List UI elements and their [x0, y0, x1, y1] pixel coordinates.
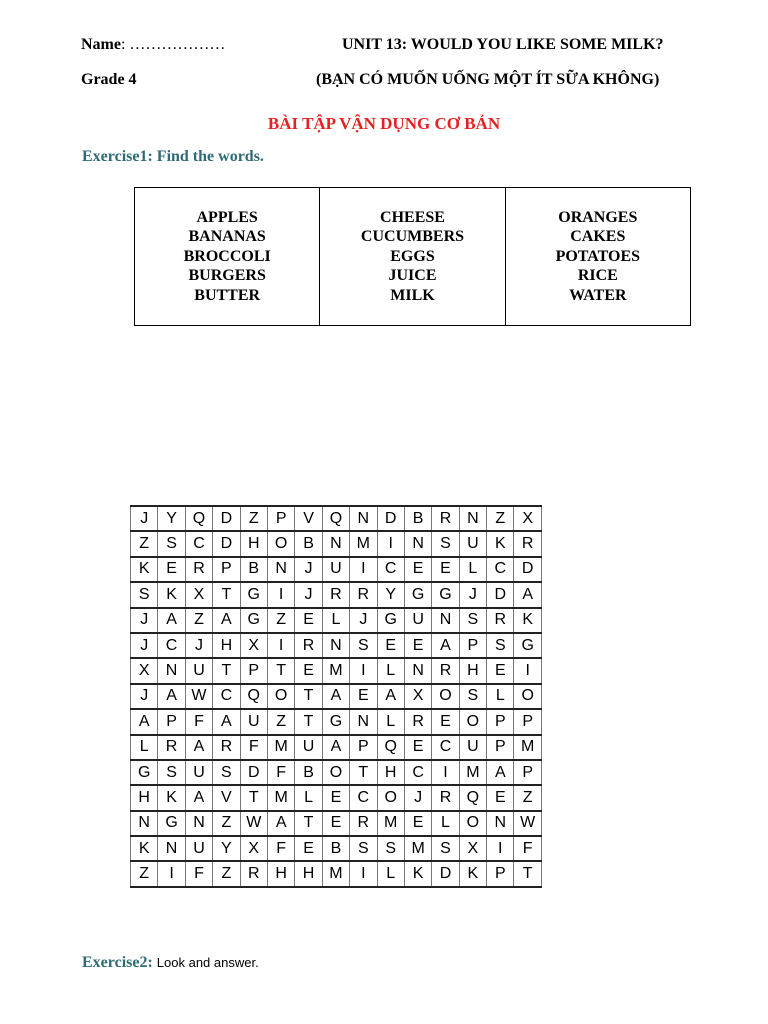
- grid-cell[interactable]: Q: [240, 684, 267, 709]
- grid-cell[interactable]: F: [514, 836, 541, 861]
- grid-cell[interactable]: S: [459, 684, 486, 709]
- grid-cell[interactable]: Q: [377, 735, 404, 760]
- grid-cell[interactable]: G: [404, 582, 431, 607]
- grid-cell[interactable]: L: [487, 684, 514, 709]
- grid-cell[interactable]: R: [322, 582, 349, 607]
- grid-cell[interactable]: H: [459, 658, 486, 683]
- grid-cell[interactable]: N: [459, 506, 486, 531]
- word-item: BUTTER: [194, 286, 261, 304]
- unit-subtitle: (BẠN CÓ MUỐN UỐNG MỘT ÍT SỮA KHÔNG): [316, 71, 660, 88]
- word-item: EGGS: [390, 247, 435, 265]
- grid-cell[interactable]: P: [158, 709, 185, 734]
- grid-cell[interactable]: T: [350, 760, 377, 785]
- grade-label: Grade 4: [81, 71, 137, 88]
- grid-cell[interactable]: E: [432, 709, 459, 734]
- grid-cell[interactable]: E: [158, 557, 185, 582]
- grid-cell[interactable]: A: [267, 811, 294, 836]
- grid-cell[interactable]: P: [514, 760, 541, 785]
- grid-cell[interactable]: I: [432, 760, 459, 785]
- grid-row: [131, 684, 542, 709]
- grid-cell[interactable]: T: [267, 658, 294, 683]
- grid-cell[interactable]: U: [185, 836, 212, 861]
- grid-cell[interactable]: D: [514, 557, 541, 582]
- grid-cell[interactable]: E: [295, 608, 322, 633]
- word-item: WATER: [569, 286, 627, 304]
- grid-cell[interactable]: J: [131, 506, 158, 531]
- grid-cell[interactable]: Z: [487, 506, 514, 531]
- grid-cell[interactable]: L: [377, 658, 404, 683]
- grid-row: [131, 811, 542, 836]
- name-label: Name: [81, 36, 121, 53]
- grid-cell[interactable]: U: [459, 531, 486, 556]
- grid-cell[interactable]: Z: [213, 861, 240, 886]
- grid-cell[interactable]: M: [267, 735, 294, 760]
- grid-cell[interactable]: O: [514, 684, 541, 709]
- grid-cell[interactable]: T: [514, 861, 541, 886]
- grid-cell[interactable]: Z: [131, 531, 158, 556]
- grid-cell[interactable]: E: [404, 735, 431, 760]
- grid-cell[interactable]: C: [432, 735, 459, 760]
- grid-cell[interactable]: F: [267, 836, 294, 861]
- grid-cell[interactable]: C: [185, 531, 212, 556]
- grid-cell[interactable]: P: [487, 709, 514, 734]
- grid-cell[interactable]: R: [487, 608, 514, 633]
- grid-cell[interactable]: J: [350, 608, 377, 633]
- grid-cell[interactable]: X: [240, 633, 267, 658]
- word-item: BROCCOLI: [183, 247, 271, 265]
- grid-cell[interactable]: N: [158, 836, 185, 861]
- grid-cell[interactable]: X: [131, 658, 158, 683]
- grid-cell[interactable]: C: [213, 684, 240, 709]
- grid-cell[interactable]: R: [295, 633, 322, 658]
- word-item: ORANGES: [558, 208, 638, 226]
- exercise2-instruction: Look and answer.: [156, 955, 259, 970]
- name-line: [81, 36, 225, 54]
- grid-cell[interactable]: T: [295, 684, 322, 709]
- grid-cell[interactable]: A: [322, 735, 349, 760]
- grid-cell[interactable]: R: [432, 506, 459, 531]
- grid-cell[interactable]: O: [377, 785, 404, 810]
- grid-cell[interactable]: C: [487, 557, 514, 582]
- grid-cell[interactable]: D: [487, 582, 514, 607]
- grid-cell[interactable]: G: [158, 811, 185, 836]
- grid-cell[interactable]: T: [213, 658, 240, 683]
- grid-cell[interactable]: K: [487, 531, 514, 556]
- grid-cell[interactable]: C: [404, 760, 431, 785]
- grid-cell[interactable]: Y: [377, 582, 404, 607]
- grid-cell[interactable]: Z: [267, 709, 294, 734]
- grid-cell[interactable]: N: [487, 811, 514, 836]
- grid-cell[interactable]: S: [213, 760, 240, 785]
- grid-row: [131, 836, 542, 861]
- grid-cell[interactable]: G: [377, 608, 404, 633]
- grid-cell[interactable]: U: [322, 557, 349, 582]
- grid-cell[interactable]: G: [432, 582, 459, 607]
- grid-cell[interactable]: J: [131, 684, 158, 709]
- grid-cell[interactable]: C: [350, 785, 377, 810]
- grid-cell[interactable]: R: [404, 709, 431, 734]
- grid-cell[interactable]: U: [240, 709, 267, 734]
- grid-cell[interactable]: M: [404, 836, 431, 861]
- grid-cell[interactable]: I: [514, 658, 541, 683]
- grid-row: [131, 735, 542, 760]
- grid-cell[interactable]: H: [213, 633, 240, 658]
- word-column: [135, 188, 320, 325]
- grid-cell[interactable]: E: [404, 633, 431, 658]
- grid-cell[interactable]: T: [295, 811, 322, 836]
- grid-cell[interactable]: F: [185, 709, 212, 734]
- grid-cell[interactable]: F: [267, 760, 294, 785]
- grid-cell[interactable]: S: [350, 836, 377, 861]
- grid-cell[interactable]: A: [158, 608, 185, 633]
- grid-cell[interactable]: T: [295, 709, 322, 734]
- grid-cell[interactable]: D: [213, 506, 240, 531]
- grid-cell[interactable]: V: [213, 785, 240, 810]
- grid-cell[interactable]: B: [295, 760, 322, 785]
- grid-row: [131, 531, 542, 556]
- grid-row: [131, 608, 542, 633]
- grid-cell[interactable]: A: [185, 785, 212, 810]
- grid-cell[interactable]: P: [487, 861, 514, 886]
- grid-cell[interactable]: A: [322, 684, 349, 709]
- grid-cell[interactable]: S: [158, 531, 185, 556]
- grid-cell[interactable]: Z: [267, 608, 294, 633]
- grid-cell[interactable]: G: [322, 709, 349, 734]
- grid-cell[interactable]: L: [377, 709, 404, 734]
- grid-cell[interactable]: G: [514, 633, 541, 658]
- grid-cell[interactable]: R: [432, 785, 459, 810]
- exercise1-title: Exercise1: Find the words.: [82, 148, 264, 165]
- grid-cell[interactable]: S: [131, 582, 158, 607]
- grid-cell[interactable]: S: [158, 760, 185, 785]
- grid-cell[interactable]: H: [377, 760, 404, 785]
- grid-row: [131, 633, 542, 658]
- grid-cell[interactable]: M: [514, 735, 541, 760]
- grid-cell[interactable]: X: [459, 836, 486, 861]
- grid-cell[interactable]: U: [459, 735, 486, 760]
- grid-cell[interactable]: R: [185, 557, 212, 582]
- grid-cell[interactable]: S: [432, 531, 459, 556]
- grid-cell[interactable]: W: [514, 811, 541, 836]
- grid-cell[interactable]: L: [131, 735, 158, 760]
- grid-cell[interactable]: S: [350, 633, 377, 658]
- grid-cell[interactable]: A: [487, 760, 514, 785]
- grid-cell[interactable]: C: [158, 633, 185, 658]
- grid-cell[interactable]: J: [295, 557, 322, 582]
- name-blank: : ………………: [120, 36, 226, 53]
- grid-cell[interactable]: R: [158, 735, 185, 760]
- grid-cell[interactable]: A: [213, 709, 240, 734]
- grid-cell[interactable]: I: [350, 658, 377, 683]
- grid-cell[interactable]: E: [322, 811, 349, 836]
- word-item: MILK: [390, 286, 435, 304]
- grid-cell[interactable]: Z: [185, 608, 212, 633]
- exercise2-heading: [82, 954, 259, 972]
- grid-cell[interactable]: B: [240, 557, 267, 582]
- word-item: JUICE: [388, 267, 437, 285]
- grid-cell[interactable]: F: [185, 861, 212, 886]
- grid-cell[interactable]: L: [295, 785, 322, 810]
- grid-cell[interactable]: R: [432, 658, 459, 683]
- grid-cell[interactable]: H: [295, 861, 322, 886]
- grid-cell[interactable]: E: [377, 633, 404, 658]
- grid-cell[interactable]: M: [267, 785, 294, 810]
- grid-cell[interactable]: K: [131, 836, 158, 861]
- grid-row: [131, 582, 542, 607]
- grid-table: [130, 505, 542, 888]
- grid-cell[interactable]: N: [267, 557, 294, 582]
- grid-row: [131, 760, 542, 785]
- grid-cell[interactable]: N: [322, 633, 349, 658]
- grid-cell[interactable]: J: [404, 785, 431, 810]
- grid-cell[interactable]: O: [322, 760, 349, 785]
- grid-cell[interactable]: Z: [213, 811, 240, 836]
- grid-cell[interactable]: I: [350, 861, 377, 886]
- grid-cell[interactable]: O: [267, 684, 294, 709]
- grid-cell[interactable]: N: [350, 506, 377, 531]
- grid-cell[interactable]: K: [404, 861, 431, 886]
- grid-cell[interactable]: J: [131, 608, 158, 633]
- grid-cell[interactable]: J: [295, 582, 322, 607]
- grid-cell[interactable]: K: [158, 582, 185, 607]
- grid-cell[interactable]: A: [432, 633, 459, 658]
- grid-cell[interactable]: I: [158, 861, 185, 886]
- exercise2-title: Exercise2:: [82, 954, 153, 971]
- grid-cell[interactable]: N: [131, 811, 158, 836]
- grid-cell[interactable]: Z: [131, 861, 158, 886]
- grid-cell[interactable]: Q: [322, 506, 349, 531]
- grid-cell[interactable]: P: [267, 506, 294, 531]
- grid-cell[interactable]: U: [185, 658, 212, 683]
- word-list-table: [134, 187, 691, 326]
- grid-cell[interactable]: Y: [158, 506, 185, 531]
- grid-cell[interactable]: F: [240, 735, 267, 760]
- grid-cell[interactable]: I: [487, 836, 514, 861]
- grid-cell[interactable]: B: [322, 836, 349, 861]
- grid-cell[interactable]: A: [514, 582, 541, 607]
- grid-cell[interactable]: M: [350, 531, 377, 556]
- word-column: [506, 188, 690, 325]
- grid-cell[interactable]: G: [240, 608, 267, 633]
- grid-cell[interactable]: G: [131, 760, 158, 785]
- grid-cell[interactable]: R: [350, 811, 377, 836]
- grid-cell[interactable]: P: [240, 658, 267, 683]
- grid-row: [131, 658, 542, 683]
- grid-cell[interactable]: O: [267, 531, 294, 556]
- grid-cell[interactable]: A: [131, 709, 158, 734]
- grid-cell[interactable]: E: [295, 836, 322, 861]
- grid-cell[interactable]: P: [514, 709, 541, 734]
- unit-title: UNIT 13: WOULD YOU LIKE SOME MILK?: [342, 36, 664, 53]
- grid-cell[interactable]: D: [432, 861, 459, 886]
- grid-cell[interactable]: L: [432, 811, 459, 836]
- grid-cell[interactable]: O: [432, 684, 459, 709]
- grid-cell[interactable]: M: [322, 658, 349, 683]
- grid-cell[interactable]: P: [459, 633, 486, 658]
- grid-row: [131, 557, 542, 582]
- grid-cell[interactable]: H: [267, 861, 294, 886]
- grid-cell[interactable]: B: [295, 531, 322, 556]
- grid-cell[interactable]: E: [487, 785, 514, 810]
- grid-cell[interactable]: P: [487, 735, 514, 760]
- grid-cell[interactable]: N: [185, 811, 212, 836]
- grid-cell[interactable]: N: [404, 658, 431, 683]
- grid-cell[interactable]: E: [487, 658, 514, 683]
- grid-cell[interactable]: E: [350, 684, 377, 709]
- grid-cell[interactable]: N: [404, 531, 431, 556]
- grid-cell[interactable]: U: [185, 760, 212, 785]
- grid-cell[interactable]: S: [432, 836, 459, 861]
- grid-cell[interactable]: T: [213, 582, 240, 607]
- word-item: CUCUMBERS: [360, 228, 465, 246]
- grid-cell[interactable]: R: [514, 531, 541, 556]
- word-search-grid: [130, 505, 542, 888]
- grid-cell[interactable]: A: [158, 684, 185, 709]
- grid-cell[interactable]: N: [158, 658, 185, 683]
- section-title: BÀI TẬP VẬN DỤNG CƠ BẢN: [267, 114, 501, 133]
- grid-cell[interactable]: S: [377, 836, 404, 861]
- word-item: POTATOES: [555, 247, 641, 265]
- grid-cell[interactable]: P: [213, 557, 240, 582]
- grid-cell[interactable]: R: [213, 735, 240, 760]
- word-item: CHEESE: [380, 208, 445, 226]
- grid-cell[interactable]: H: [131, 785, 158, 810]
- grid-cell[interactable]: L: [322, 608, 349, 633]
- grid-cell[interactable]: M: [322, 861, 349, 886]
- grid-cell[interactable]: M: [377, 811, 404, 836]
- grid-cell[interactable]: X: [404, 684, 431, 709]
- grid-cell[interactable]: A: [377, 684, 404, 709]
- grid-cell[interactable]: O: [459, 709, 486, 734]
- grid-cell[interactable]: D: [213, 531, 240, 556]
- grid-cell[interactable]: X: [240, 836, 267, 861]
- grid-cell[interactable]: K: [514, 608, 541, 633]
- grid-cell[interactable]: O: [459, 811, 486, 836]
- word-item: BANANAS: [188, 228, 266, 246]
- grid-cell[interactable]: Q: [459, 785, 486, 810]
- grid-cell[interactable]: Q: [185, 506, 212, 531]
- grid-cell[interactable]: N: [350, 709, 377, 734]
- grid-cell[interactable]: A: [213, 608, 240, 633]
- grid-cell[interactable]: R: [350, 582, 377, 607]
- grid-cell[interactable]: H: [240, 531, 267, 556]
- grid-cell[interactable]: I: [267, 582, 294, 607]
- grid-cell[interactable]: L: [377, 861, 404, 886]
- grid-cell[interactable]: X: [185, 582, 212, 607]
- grid-cell[interactable]: N: [322, 531, 349, 556]
- grid-cell[interactable]: N: [432, 608, 459, 633]
- grid-cell[interactable]: D: [377, 506, 404, 531]
- grid-cell[interactable]: U: [404, 608, 431, 633]
- word-item: BURGERS: [188, 267, 266, 285]
- grid-cell[interactable]: W: [185, 684, 212, 709]
- word-item: RICE: [577, 267, 618, 285]
- grid-cell[interactable]: X: [514, 506, 541, 531]
- grid-cell[interactable]: E: [432, 557, 459, 582]
- grid-cell[interactable]: R: [240, 861, 267, 886]
- grid-cell[interactable]: D: [240, 760, 267, 785]
- word-item: CAKES: [570, 228, 626, 246]
- grid-cell[interactable]: E: [404, 811, 431, 836]
- word-item: APPLES: [196, 208, 258, 226]
- grid-cell[interactable]: C: [377, 557, 404, 582]
- word-column: [320, 188, 505, 325]
- grid-cell[interactable]: U: [295, 735, 322, 760]
- grid-cell[interactable]: J: [459, 582, 486, 607]
- grid-cell[interactable]: G: [240, 582, 267, 607]
- grid-cell[interactable]: K: [459, 861, 486, 886]
- grid-cell[interactable]: K: [131, 557, 158, 582]
- grid-row: [131, 861, 542, 886]
- grid-cell[interactable]: W: [240, 811, 267, 836]
- grid-cell[interactable]: S: [487, 633, 514, 658]
- grid-cell[interactable]: I: [377, 531, 404, 556]
- grid-row: [131, 785, 542, 810]
- grid-row: [131, 709, 542, 734]
- grid-row: [131, 506, 542, 531]
- grid-cell[interactable]: P: [350, 735, 377, 760]
- grid-cell[interactable]: M: [459, 760, 486, 785]
- grid-cell[interactable]: T: [240, 785, 267, 810]
- grid-cell[interactable]: Z: [240, 506, 267, 531]
- grid-cell[interactable]: K: [158, 785, 185, 810]
- grid-cell[interactable]: S: [459, 608, 486, 633]
- grid-cell[interactable]: Y: [213, 836, 240, 861]
- grid-cell[interactable]: A: [185, 735, 212, 760]
- grid-cell[interactable]: J: [131, 633, 158, 658]
- grid-cell[interactable]: E: [295, 658, 322, 683]
- grid-cell[interactable]: B: [404, 506, 431, 531]
- grid-cell[interactable]: E: [404, 557, 431, 582]
- grid-cell[interactable]: J: [185, 633, 212, 658]
- grid-cell[interactable]: E: [322, 785, 349, 810]
- grid-cell[interactable]: Z: [514, 785, 541, 810]
- grid-cell[interactable]: I: [350, 557, 377, 582]
- grid-cell[interactable]: I: [267, 633, 294, 658]
- grid-cell[interactable]: V: [295, 506, 322, 531]
- grid-cell[interactable]: L: [459, 557, 486, 582]
